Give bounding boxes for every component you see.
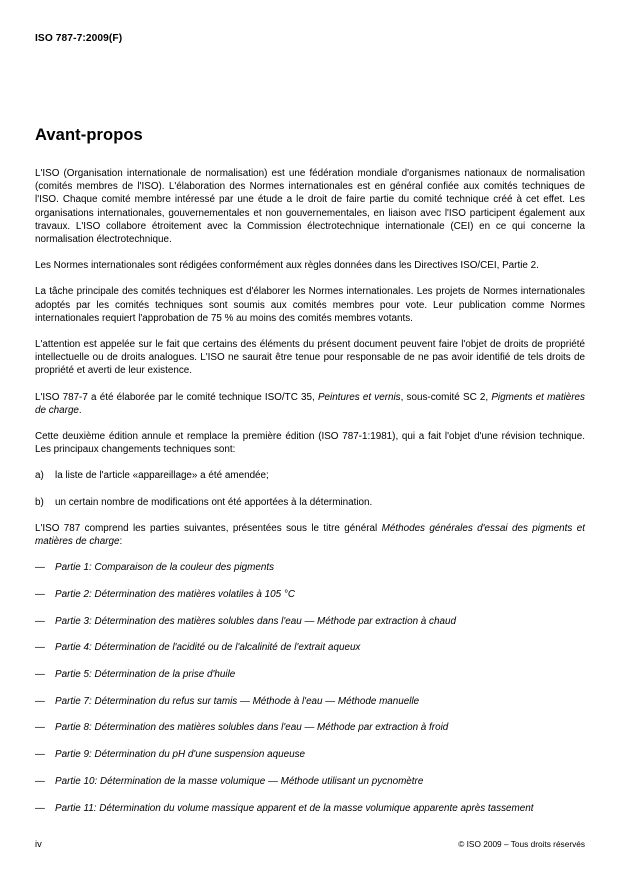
paragraph-edition: Cette deuxième édition annule et remplace la première édition (ISO 787-1:1981), qui a fait l'objet d'une révision technique. Les principaux changements techniques sont:: [35, 431, 585, 456]
list-item: [35, 721, 585, 734]
page-content: [35, 126, 585, 815]
list-item-text: Partie 2: Détermination des matières volatiles à 105 °C: [55, 588, 295, 600]
paragraph-parts-intro: [35, 522, 585, 548]
em-dash-icon: —: [35, 669, 45, 681]
em-dash-icon: —: [35, 775, 45, 787]
list-item: [35, 588, 585, 601]
committee-text-lead: L'ISO 787-7 a été élaborée par le comité technique ISO/TC 35,: [35, 391, 318, 403]
changes-list: [35, 469, 585, 508]
parts-list: [35, 561, 585, 815]
running-header: ISO 787-7:2009(F): [35, 33, 123, 44]
list-item-text: la liste de l'article «appareillage» a été amendée;: [55, 470, 269, 482]
paragraph-1: L'ISO (Organisation internationale de normalisation) est une fédération mondiale d'organismes nationaux de normalisation (comités membres de l'ISO). L'élaboration des Normes internationales est en général confiée aux comités techniques de l'ISO. Chaque comité membre intéressé par une étude a le droit de faire partie du comité technique créé à cet effet. Les organisations internationales, gouvernementales et non gouvernementales, en liaison avec l'ISO participent également aux travaux. L'ISO collabore étroitement avec la Commission électrotechnique internationale (CEI) en ce qui concerne la normalisation électrotechnique.: [35, 168, 585, 246]
list-item-text: Partie 9: Détermination du pH d'une suspension aqueuse: [55, 749, 306, 761]
page-footer: [35, 839, 585, 853]
em-dash-icon: —: [35, 802, 45, 814]
list-item: [35, 668, 585, 681]
list-item-text: Partie 3: Détermination des matières solubles dans l'eau — Méthode par extraction à chaud: [55, 615, 456, 627]
page-title: Avant-propos: [35, 126, 143, 144]
paragraph-committee: [35, 391, 585, 417]
list-item: [35, 695, 585, 708]
list-item: [35, 748, 585, 761]
committee-text-mid: , sous-comité SC 2,: [400, 391, 492, 403]
em-dash-icon: —: [35, 642, 45, 654]
list-marker: b): [35, 496, 44, 508]
list-item-text: Partie 8: Détermination des matières solubles dans l'eau — Méthode par extraction à froid: [55, 722, 449, 734]
parts-intro-end: :: [119, 536, 123, 548]
list-item: [35, 641, 585, 654]
parts-intro-lead: L'ISO 787 comprend les parties suivantes, présentées sous le titre général: [35, 522, 382, 534]
list-item: [35, 615, 585, 628]
em-dash-icon: —: [35, 615, 45, 627]
list-item: [35, 561, 585, 574]
list-item: [35, 802, 585, 815]
em-dash-icon: —: [35, 562, 45, 574]
paragraph-4: L'attention est appelée sur le fait que certains des éléments du présent document peuvent faire l'objet de droits de propriété intellectuelle ou de droits analogues. L'ISO ne saurait être tenue pour responsable de ne pas avoir identifié de tels droits de propriété et averti de leur existence.: [35, 339, 585, 377]
list-item-text: Partie 10: Détermination de la masse volumique — Méthode utilisant un pycnomètre: [55, 775, 424, 787]
committee-text-end: .: [78, 404, 82, 416]
page-number: iv: [35, 839, 42, 849]
committee-title-sc2: Pigments et matières de charge: [35, 391, 585, 416]
copyright-notice: © ISO 2009 – Tous droits réservés: [458, 839, 585, 849]
list-item: [35, 496, 585, 509]
list-item: [35, 775, 585, 788]
list-item: [35, 469, 585, 482]
list-item-text: Partie 1: Comparaison de la couleur des pigments: [55, 562, 275, 574]
list-item-text: Partie 7: Détermination du refus sur tamis — Méthode à l'eau — Méthode manuelle: [55, 695, 420, 707]
paragraph-3: La tâche principale des comités techniques est d'élaborer les Normes internationales. Les projets de Normes internationales adoptés par les comités techniques sont soumis aux comités membres pour vote. Leur publication comme Normes internationales requiert l'approbation de 75 % au moins des comités membres votants.: [35, 286, 585, 324]
list-item-text: Partie 11: Détermination du volume massique apparent et de la masse volumique apparente après tassement: [55, 802, 534, 814]
em-dash-icon: —: [35, 722, 45, 734]
paragraph-2: Les Normes internationales sont rédigées conformément aux règles données dans les Directives ISO/CEI, Partie 2.: [35, 260, 539, 272]
parts-general-title: Méthodes générales d'essai des pigments et matières de charge: [35, 522, 585, 548]
em-dash-icon: —: [35, 588, 45, 600]
list-item-text: Partie 5: Détermination de la prise d'huile: [55, 669, 236, 681]
list-item-text: un certain nombre de modifications ont été apportées à la détermination.: [55, 496, 373, 508]
list-marker: a): [35, 470, 44, 482]
em-dash-icon: —: [35, 749, 45, 761]
em-dash-icon: —: [35, 695, 45, 707]
list-item-text: Partie 4: Détermination de l'acidité ou de l'alcalinité de l'extrait aqueux: [55, 642, 361, 654]
committee-title-tc35: Peintures et vernis: [317, 391, 401, 403]
